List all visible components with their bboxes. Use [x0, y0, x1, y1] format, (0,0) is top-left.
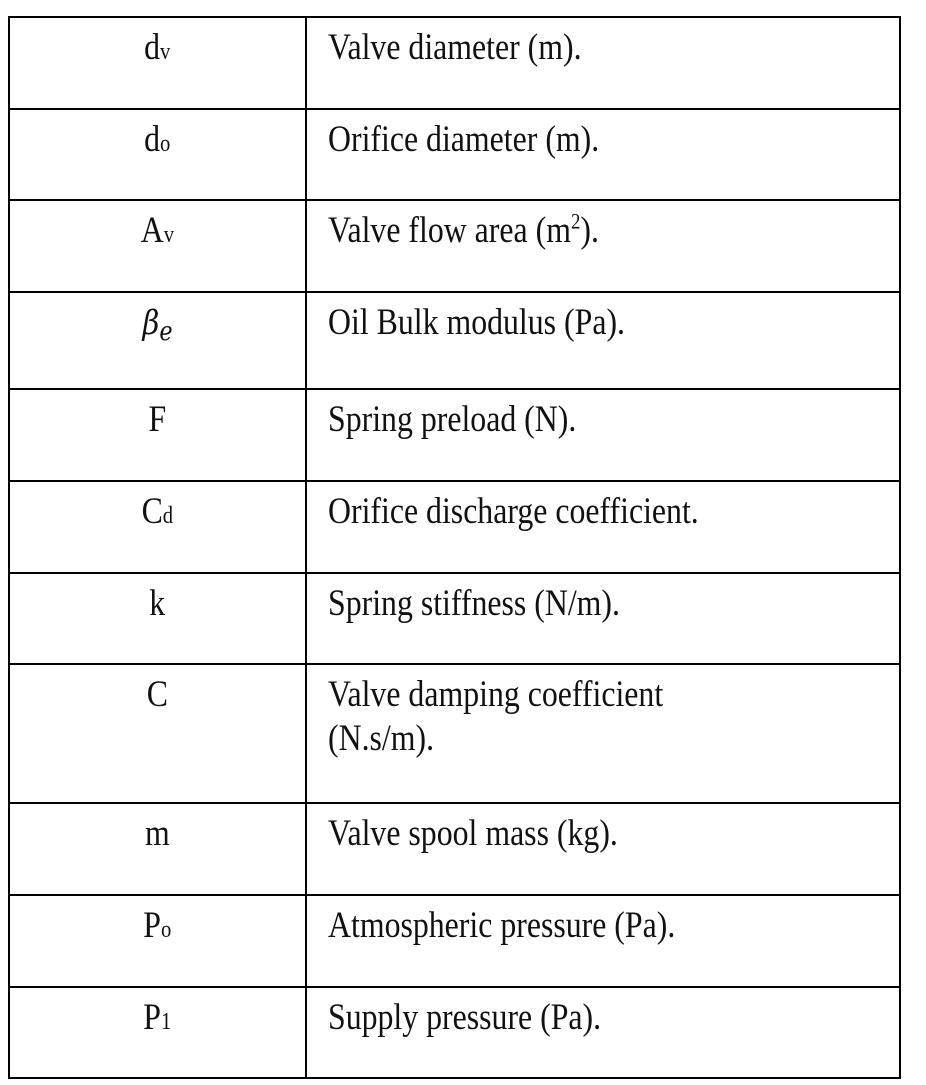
- table-row: [9, 895, 900, 987]
- symbol: Po: [143, 905, 172, 946]
- symbol: P1: [143, 997, 172, 1038]
- table-row: [9, 481, 900, 573]
- description-cell: [306, 389, 900, 481]
- description: Valve spool mass (kg).: [328, 813, 618, 854]
- description: Valve flow area $(m^2)$.: [328, 208, 599, 251]
- symbol-cell: [9, 803, 306, 895]
- symbol-subscript: o: [161, 917, 172, 943]
- symbol: Cd: [141, 491, 174, 532]
- description-cell: [306, 292, 900, 389]
- description: Supply pressure (Pa).: [328, 997, 602, 1038]
- description: Spring preload (N).: [328, 399, 577, 440]
- symbol-subscript: o: [160, 131, 171, 157]
- table-row: [9, 17, 900, 109]
- symbol: do: [144, 119, 171, 160]
- symbol-cell: [9, 573, 306, 664]
- symbol-subscript: 1: [161, 1009, 172, 1035]
- symbol-subscript: v: [160, 39, 171, 65]
- description-cell: [306, 987, 900, 1078]
- superscript: 2: [570, 208, 581, 234]
- table-row: [9, 573, 900, 664]
- symbol-subscript: e: [159, 317, 173, 347]
- symbol-cell: [9, 109, 306, 200]
- symbol: F: [148, 399, 167, 440]
- symbol-cell: [9, 895, 306, 987]
- table-row: [9, 292, 900, 389]
- table-row: [9, 664, 900, 803]
- description: Valve diameter (m).: [328, 27, 582, 68]
- symbol: $\beta_e$: [142, 303, 173, 347]
- table-row: [9, 987, 900, 1078]
- description-cell: [306, 481, 900, 573]
- description: Atmospheric pressure (Pa).: [328, 905, 676, 946]
- description-cell: [306, 895, 900, 987]
- symbol-cell: [9, 389, 306, 481]
- table-row: [9, 803, 900, 895]
- symbol-subscript: d: [162, 503, 174, 529]
- table-row: [9, 109, 900, 200]
- symbol: dv: [144, 27, 171, 68]
- description-cell: [306, 573, 900, 664]
- description-cell: [306, 664, 900, 803]
- symbol: k: [149, 583, 166, 624]
- description-cell: [306, 803, 900, 895]
- symbol-cell: [9, 200, 306, 292]
- description-cell: [306, 109, 900, 200]
- symbol-cell: [9, 664, 306, 803]
- table-row: [9, 389, 900, 481]
- symbol-cell: [9, 292, 306, 389]
- symbol-cell: [9, 481, 306, 573]
- nomenclature-table: [8, 16, 901, 1079]
- table-row: [9, 200, 900, 292]
- symbol-subscript: v: [163, 222, 175, 248]
- symbol: C: [146, 674, 169, 715]
- description-cell: [306, 200, 900, 292]
- symbol: m: [145, 813, 170, 854]
- symbol-cell: [9, 987, 306, 1078]
- description: Oil Bulk modulus (Pa).: [328, 302, 625, 343]
- description: Orifice diameter (m).: [328, 119, 600, 160]
- description: Spring stiffness (N/m).: [328, 583, 620, 624]
- symbol: Av: [140, 210, 175, 251]
- description-cell: [306, 17, 900, 109]
- description: Orifice discharge coefficient.: [328, 491, 699, 532]
- symbol-cell: [9, 17, 306, 109]
- description-line2: (N.s/m).: [328, 718, 435, 759]
- description: Valve damping coefficient: [328, 674, 664, 715]
